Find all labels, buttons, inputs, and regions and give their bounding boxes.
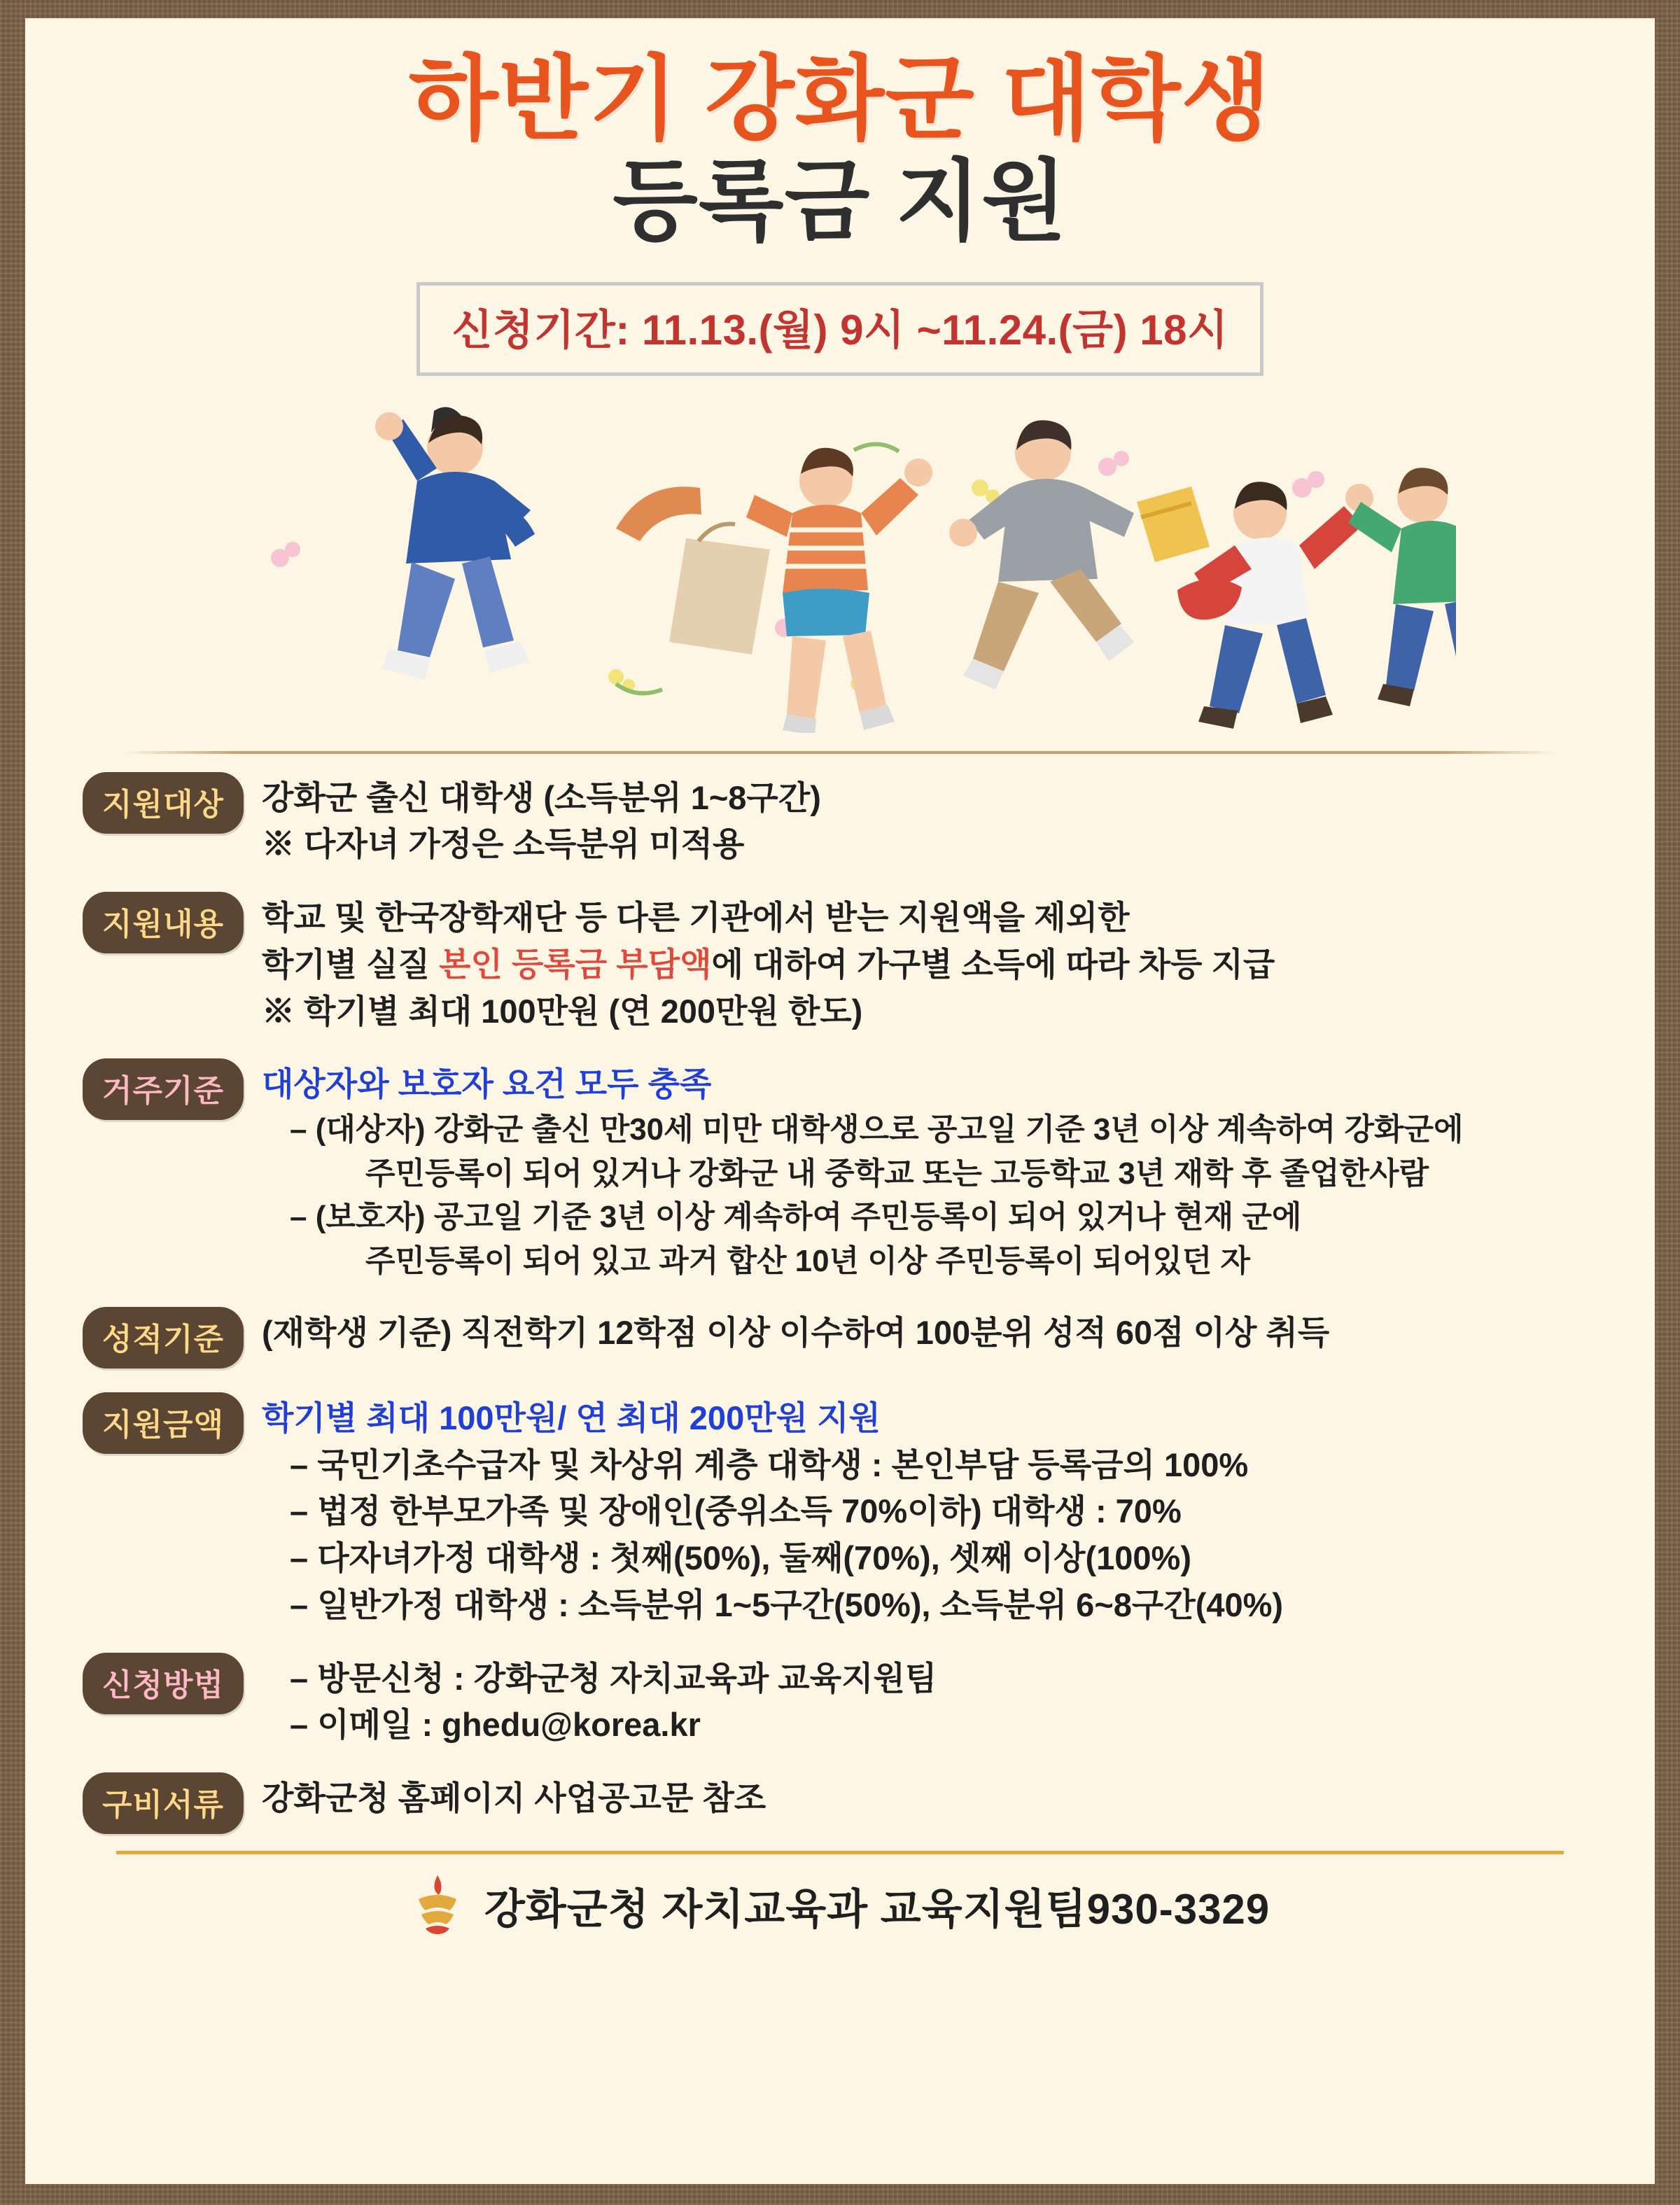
section-body-target: [262, 772, 1606, 868]
residency-line-2: 주민등록이 되어 있거나 강화군 내 중학교 또는 고등학교 3년 재학 후 졸업한사람: [365, 1156, 1429, 1191]
residency-line-3: – (보호자) 공고일 기준 3년 이상 계속하여 주민등록이 되어 있거나 현재 군에: [290, 1200, 1302, 1235]
section-body-how-to-apply: [262, 1653, 1606, 1749]
amount-line-2: – 법정 한부모가족 및 장애인(중위소득 70%이하) 대학생 : 70%: [290, 1492, 1182, 1530]
section-body-support-detail: [262, 892, 1606, 1035]
support-detail-line-1: 학교 및 한국장학재단 등 다른 기관에서 받는 지원액을 제외한: [262, 899, 1130, 937]
section-how-to-apply: [83, 1653, 1606, 1749]
amount-line-3: – 다자녀가정 대학생 : 첫째(50%), 둘째(70%), 셋째 이상(100%): [290, 1539, 1191, 1577]
section-tag-target: 지원대상: [83, 772, 244, 834]
section-body-grade: [262, 1307, 1606, 1357]
ganghwa-county-emblem-icon: [410, 1872, 465, 1939]
footer-contact-text: 강화군청 자치교육과 교육지원팀930-3329: [484, 1885, 1270, 1933]
grade-line-1: (재학생 기준) 직전학기 12학점 이상 이수하여 100분위 성적 60점 이상 취득: [262, 1314, 1330, 1351]
support-detail-highlight: 본인 등록금 부담액: [439, 945, 712, 983]
poster-title-block: [67, 18, 1613, 253]
documents-line-1: 강화군청 홈페이지 사업공고문 참조: [262, 1779, 766, 1817]
header-divider: [123, 751, 1557, 754]
section-tag-amount: 지원금액: [83, 1392, 244, 1454]
section-tag-documents: 구비서류: [83, 1772, 244, 1834]
jumping-students-illustration: [67, 383, 1613, 747]
application-period-wrapper: [67, 282, 1613, 376]
footer-divider: [116, 1851, 1564, 1854]
section-body-amount: [262, 1392, 1606, 1629]
poster-content: [67, 772, 1613, 1834]
page-title-line-2: 등록금 지원: [612, 151, 1068, 251]
section-documents: [83, 1772, 1606, 1834]
amount-line-1: – 국민기초수급자 및 차상위 계층 대학생 : 본인부담 등록금의 100%: [290, 1446, 1249, 1483]
section-tag-how-to-apply: 신청방법: [83, 1653, 244, 1714]
support-detail-line-2: [262, 941, 1606, 988]
target-line-2: ※ 다자녀 가정은 소득분위 미적용: [262, 825, 745, 863]
amount-heading: 학기별 최대 100만원/ 연 최대 200만원 지원: [262, 1399, 881, 1436]
page-title-line-1: 하반기 강화군 대학생: [409, 48, 1271, 150]
support-detail-line-2-pre: 학기별 실질: [262, 945, 440, 983]
application-period-box: 신청기간: 11.13.(월) 9시 ~11.24.(금) 18시: [416, 282, 1264, 376]
section-tag-grade: 성적기준: [83, 1307, 244, 1368]
footer: [67, 1872, 1613, 1939]
residency-line-1: – (대상자) 강화군 출신 만30세 미만 대학생으로 공고일 기준 3년 이상 계속하여 강화군에: [290, 1112, 1464, 1147]
section-amount: [83, 1392, 1606, 1629]
poster-page: [25, 18, 1655, 2184]
section-body-documents: [262, 1772, 1606, 1822]
section-tag-support-detail: 지원내용: [83, 892, 244, 953]
section-support-detail: [83, 892, 1606, 1035]
support-detail-line-2-post: 에 대하여 가구별 소득에 따라 차등 지급: [711, 945, 1275, 983]
section-grade: [83, 1307, 1606, 1368]
amount-line-4: – 일반가정 대학생 : 소득분위 1~5구간(50%), 소득분위 6~8구간(40%): [290, 1586, 1284, 1623]
residency-heading: 대상자와 보호자 요건 모두 충족: [262, 1065, 712, 1103]
section-target: [83, 772, 1606, 868]
apply-line-1: – 방문신청 : 강화군청 자치교육과 교육지원팀: [290, 1659, 937, 1697]
support-detail-line-3: ※ 학기별 최대 100만원 (연 200만원 한도): [262, 992, 863, 1030]
section-tag-residency: 거주기준: [83, 1058, 244, 1120]
target-line-1: 강화군 출신 대학생 (소득분위 1~8구간): [262, 778, 821, 816]
section-residency: [83, 1058, 1606, 1283]
residency-line-4: 주민등록이 되어 있고 과거 합산 10년 이상 주민등록이 되어있던 자: [365, 1243, 1251, 1278]
section-body-residency: [262, 1058, 1606, 1283]
apply-line-2: – 이메일 : ghedu@korea.kr: [290, 1706, 701, 1744]
